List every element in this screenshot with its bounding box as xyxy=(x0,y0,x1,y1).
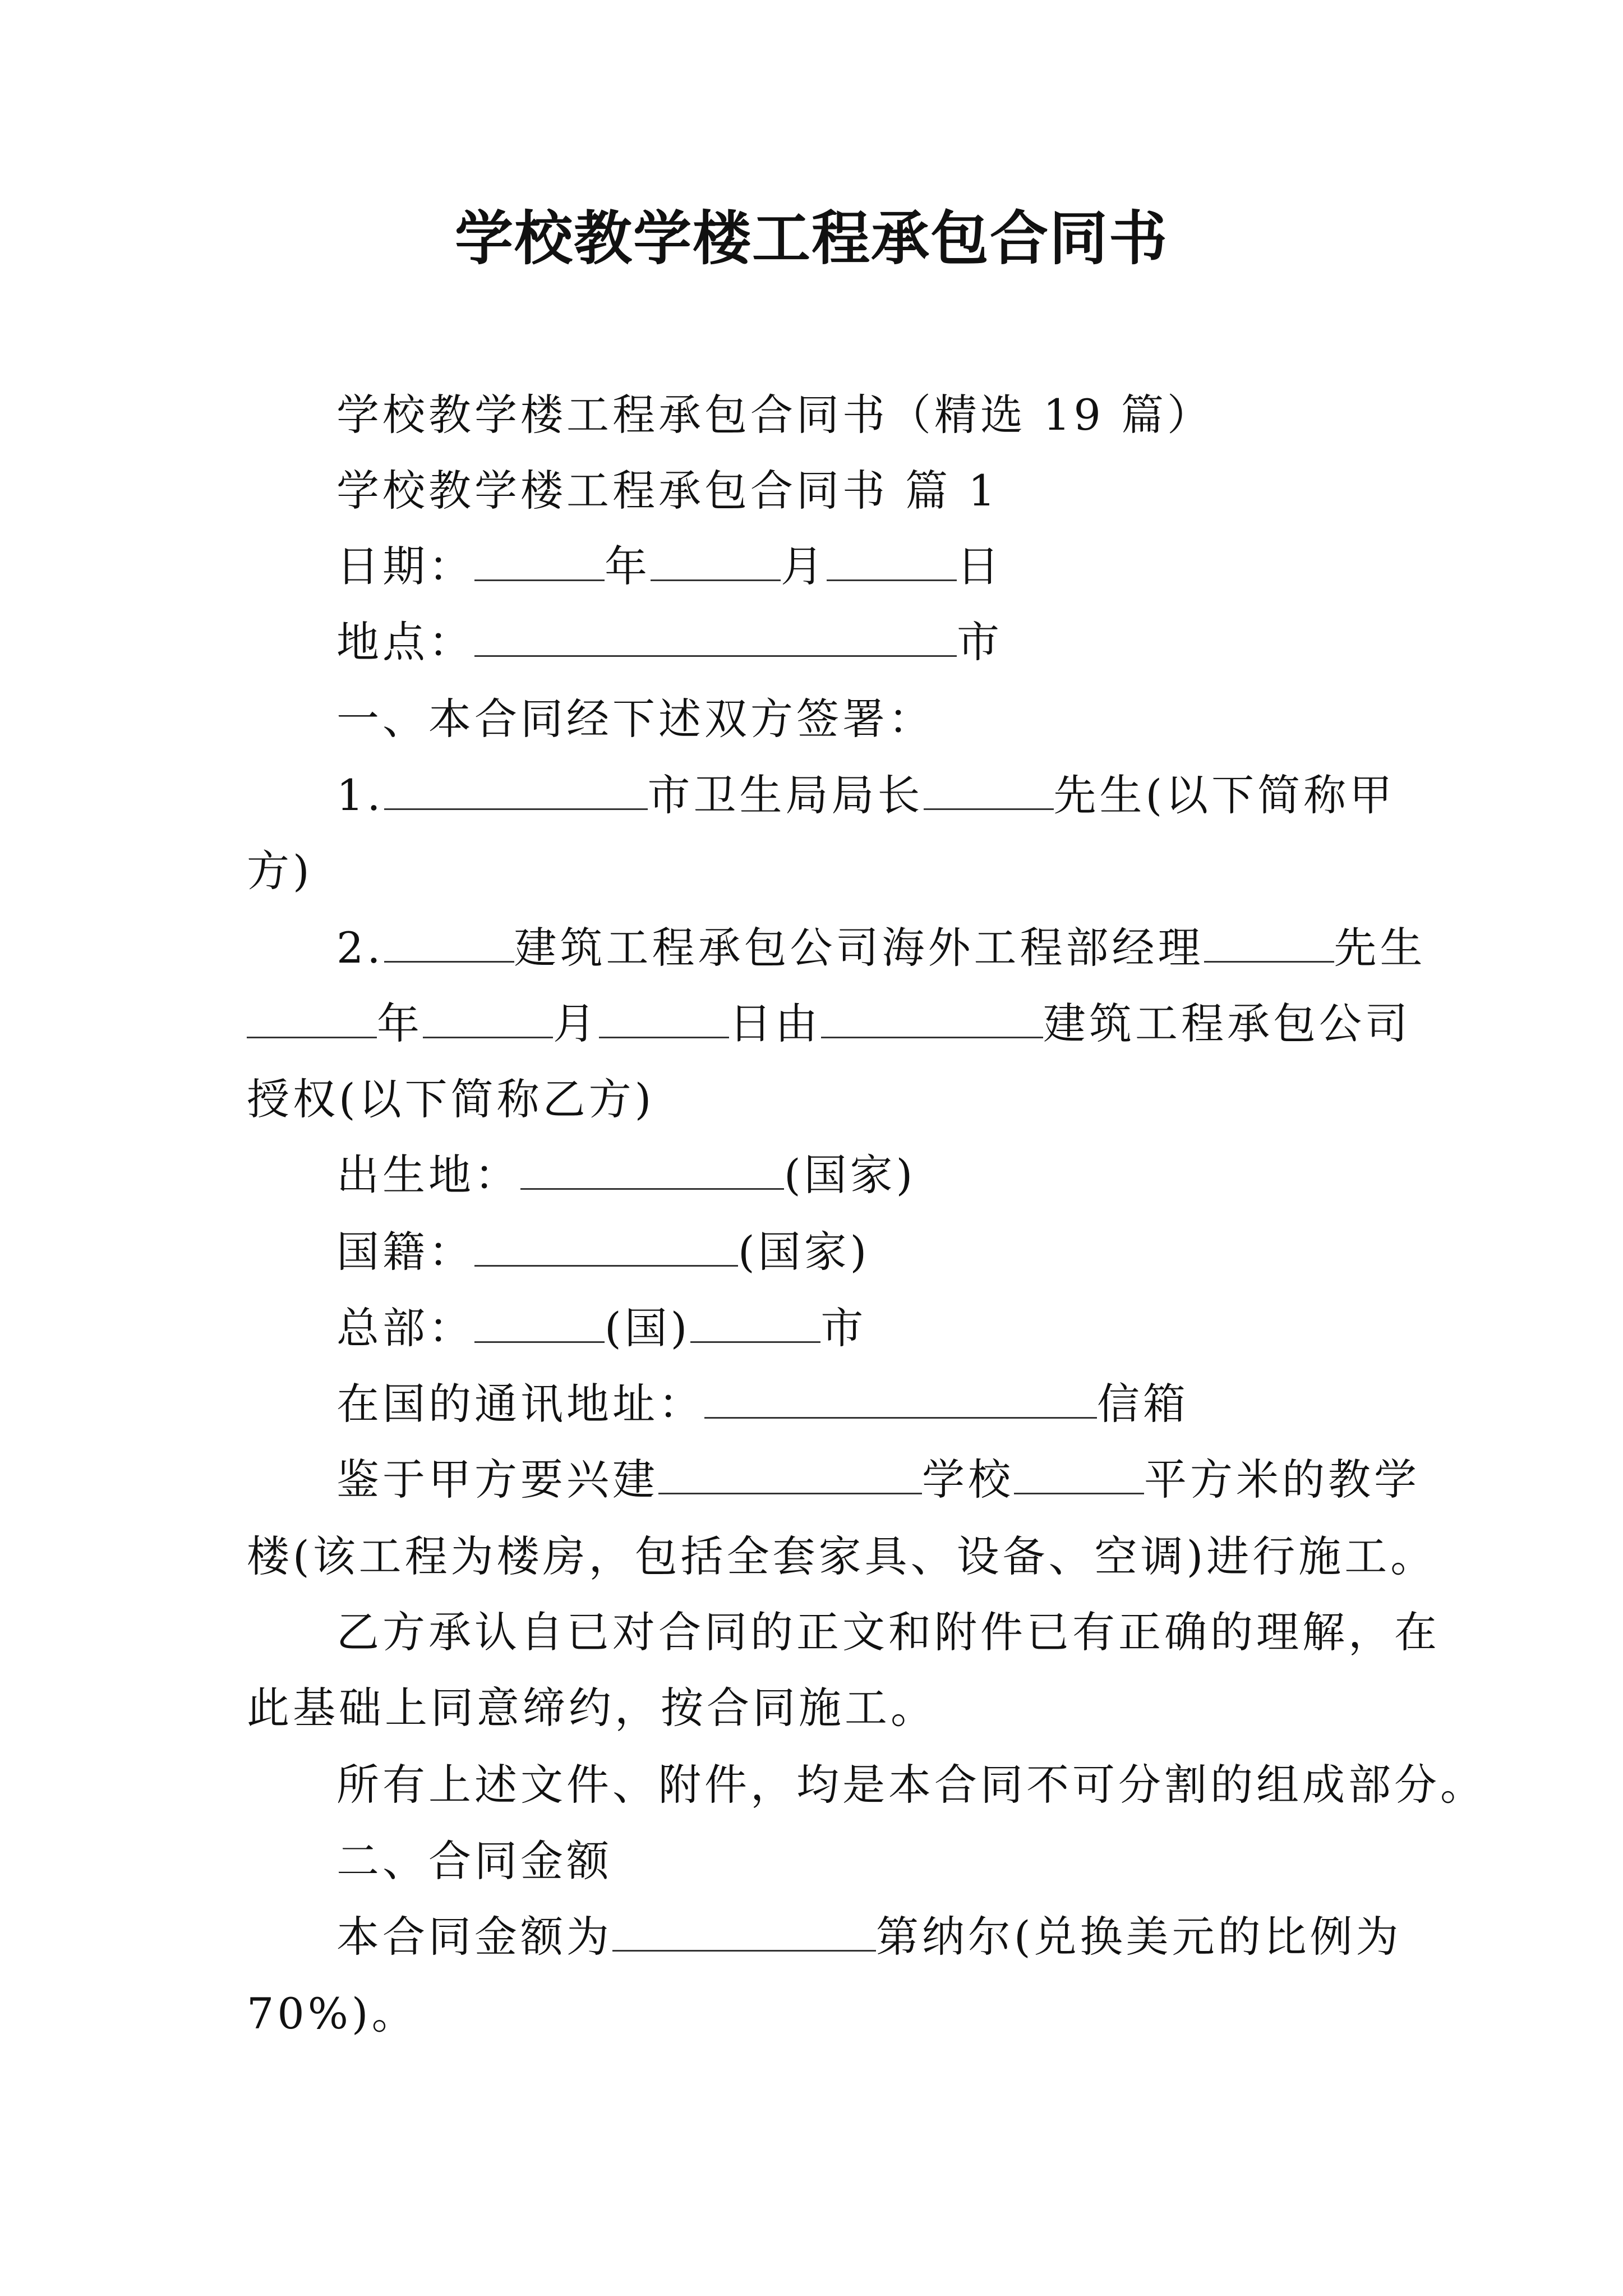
party1-line xyxy=(336,767,1395,823)
build-paragraph-line xyxy=(336,1452,1420,1508)
month-label: 月 xyxy=(781,541,827,591)
party2-day-from: 日由 xyxy=(729,999,821,1048)
place-blank xyxy=(474,619,957,657)
amount-paragraph-line xyxy=(336,1909,1402,1965)
headquarters-suffix: 市 xyxy=(820,1303,867,1353)
place-label: 地点： xyxy=(336,617,474,667)
address-suffix: 信箱 xyxy=(1097,1379,1189,1429)
amount-blank xyxy=(612,1914,876,1952)
birthplace-suffix: (国家) xyxy=(784,1150,916,1200)
party2-cont: 授权(以下简称乙方) xyxy=(247,1074,655,1124)
school-name-blank xyxy=(658,1457,922,1494)
birthplace-line xyxy=(336,1147,916,1203)
nationality-suffix: (国家) xyxy=(738,1227,870,1277)
build-text3: 平方米的教学 xyxy=(1144,1455,1420,1504)
headquarters-label: 总部： xyxy=(336,1303,474,1353)
party2-day-blank xyxy=(599,1001,729,1038)
address-line xyxy=(336,1376,1189,1432)
party2-text2: 先生 xyxy=(1334,923,1426,973)
section2-heading: 二、合同金额 xyxy=(336,1836,612,1886)
party2-month: 月 xyxy=(553,999,599,1048)
amount-text1: 本合同金额为 xyxy=(336,1912,612,1962)
date-line xyxy=(336,539,1003,595)
party2-text1: 建筑工程承包公司海外工程部经理 xyxy=(514,923,1204,973)
party1-text2: 先生(以下简称甲 xyxy=(1053,770,1396,820)
party1-prefix: 1. xyxy=(336,770,384,820)
party2-year: 年 xyxy=(377,999,423,1048)
docs-paragraph: 所有上述文件、附件，均是本合同不可分割的组成部分。 xyxy=(336,1760,1486,1810)
party2-date-line xyxy=(247,996,1411,1052)
party2-authorizer-blank xyxy=(821,1001,1043,1038)
party2-prefix: 2. xyxy=(336,923,384,973)
headquarters-country-blank xyxy=(474,1305,605,1343)
party1-city-blank xyxy=(384,772,648,810)
birthplace-label: 出生地： xyxy=(336,1150,520,1200)
party1-name-blank xyxy=(924,772,1054,810)
build-paragraph-cont: 楼(该工程为楼房，包括全套家具、设备、空调)进行施工。 xyxy=(247,1531,1437,1581)
nationality-line xyxy=(336,1224,870,1280)
day-blank xyxy=(827,544,957,581)
party1-text1: 市卫生局局长 xyxy=(647,770,924,820)
party2-line xyxy=(336,920,1426,976)
party2-name-blank xyxy=(1204,925,1334,963)
place-suffix: 市 xyxy=(957,617,1003,667)
address-blank xyxy=(704,1381,1097,1419)
birthplace-blank xyxy=(520,1152,784,1190)
build-text2: 学校 xyxy=(922,1455,1014,1504)
party2-company: 建筑工程承包公司 xyxy=(1043,999,1411,1048)
area-blank xyxy=(1014,1457,1144,1494)
amount-text2: 第纳尔(兑换美元的比例为 xyxy=(876,1912,1402,1962)
section1-heading: 一、本合同经下述双方签署： xyxy=(336,694,934,744)
place-line xyxy=(336,614,1003,670)
document-subtitle: 学校教学楼工程承包合同书（精选 19 篇） xyxy=(336,390,1214,440)
nationality-label: 国籍： xyxy=(336,1227,474,1277)
address-label: 在国的通讯地址： xyxy=(336,1379,704,1429)
year-label: 年 xyxy=(605,541,651,591)
day-label: 日 xyxy=(957,541,1003,591)
party2-year-blank xyxy=(247,1001,377,1038)
document-title: 学校教学楼工程承包合同书 xyxy=(454,204,1168,273)
article-heading: 学校教学楼工程承包合同书 篇 1 xyxy=(336,466,999,516)
headquarters-line xyxy=(336,1300,866,1356)
party2-month-blank xyxy=(423,1001,553,1038)
headquarters-mid: (国) xyxy=(605,1303,691,1353)
headquarters-city-blank xyxy=(690,1305,820,1343)
amount-paragraph-cont: 70%)。 xyxy=(247,1989,418,2039)
ack-paragraph-line: 乙方承认自已对合同的正文和附件已有正确的理解，在 xyxy=(336,1607,1440,1657)
nationality-blank xyxy=(474,1229,738,1267)
party1-cont: 方) xyxy=(247,846,313,896)
month-blank xyxy=(651,544,781,581)
date-label: 日期： xyxy=(336,541,474,591)
ack-paragraph-cont: 此基础上同意缔约，按合同施工。 xyxy=(247,1683,937,1733)
party2-company-blank xyxy=(384,925,514,963)
year-blank xyxy=(474,544,605,581)
build-text1: 鉴于甲方要兴建 xyxy=(336,1455,658,1504)
